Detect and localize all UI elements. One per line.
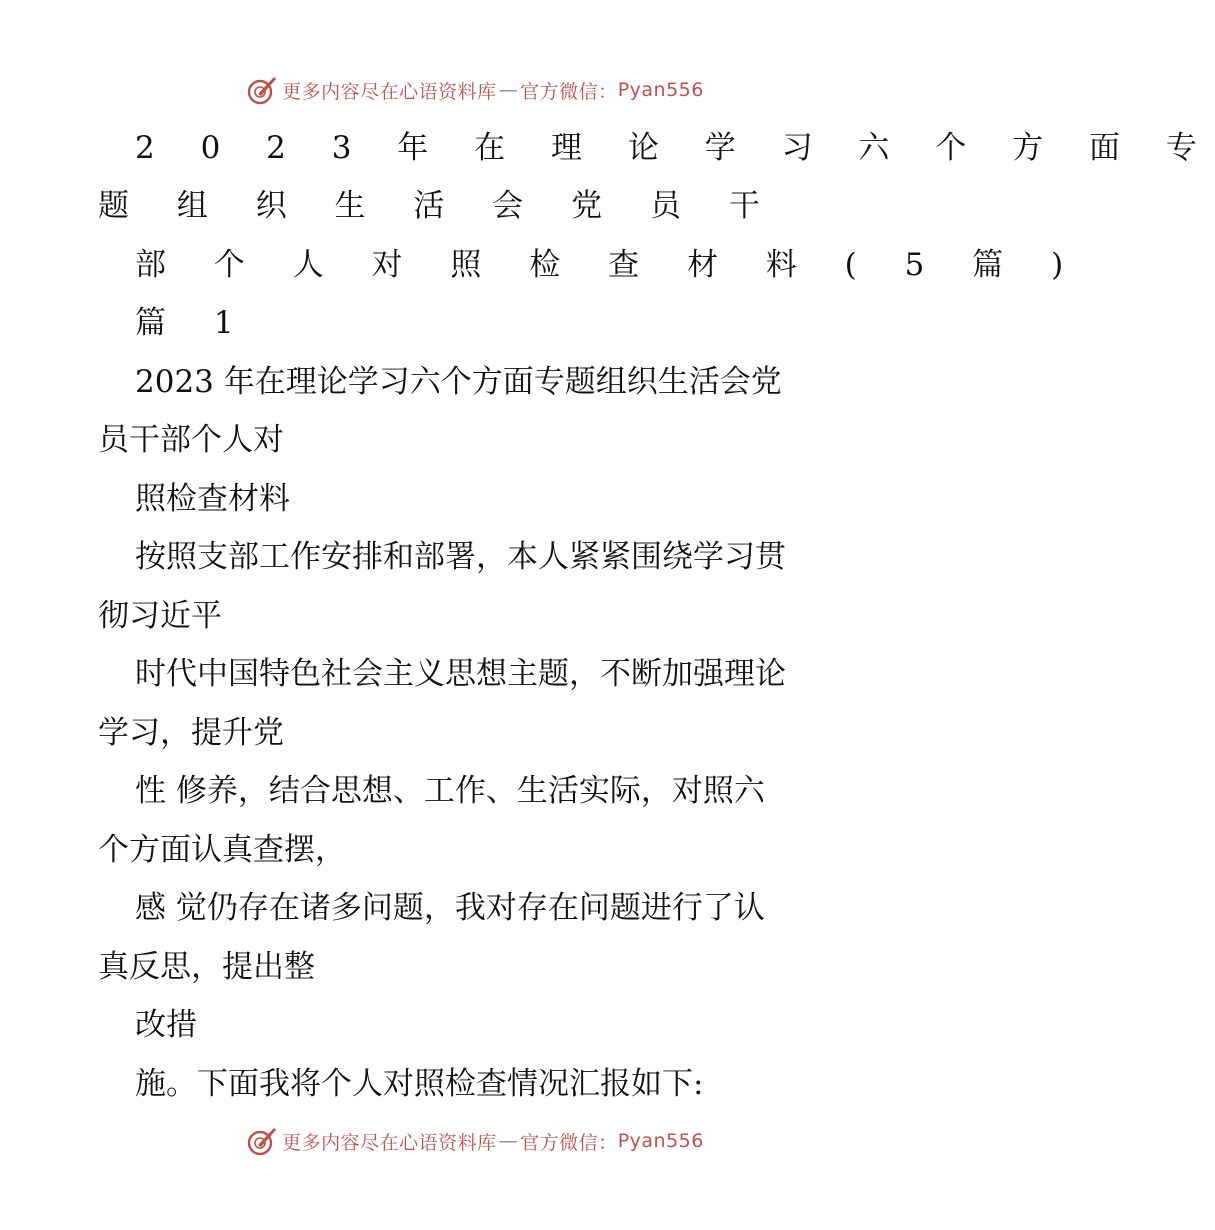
body-line: 照检查材料 — [135, 481, 290, 517]
section-label: 篇 1 — [135, 305, 253, 341]
body-line: 学习，提升党 — [98, 715, 284, 751]
body-line: 员干部个人对 — [98, 422, 284, 458]
body-line: 2023 年在理论学习六个方面专题组织生活会党 — [135, 364, 782, 400]
watermark-separator: — — [498, 79, 519, 101]
watermark-wechat-id: Pyan556 — [617, 79, 704, 101]
body-line: 彻习近平 — [98, 598, 222, 634]
quill-logo-icon — [246, 1125, 278, 1157]
footer-watermark — [0, 1121, 950, 1161]
header-watermark — [0, 70, 950, 110]
body-line: 性 修养，结合思想、工作、生活实际，对照六 — [135, 773, 765, 809]
watermark-wechat-label: 官方微信： — [520, 80, 618, 103]
body-line: 时代中国特色社会主义思想主题，不断加强理论 — [135, 656, 786, 692]
body-line: 真反思，提出整 — [98, 949, 315, 985]
quill-logo-icon — [246, 74, 278, 106]
title-line-3: 部 个 人 对 照 检 查 材 料 ( 5 篇 ) — [135, 247, 1083, 283]
title-line-2: 题 组 织 生 活 会 党 员 干 — [98, 188, 779, 224]
body-line: 感 觉仍存在诸多问题，我对存在问题进行了认 — [135, 890, 765, 926]
body-line: 按照支部工作安排和部署，本人紧紧围绕学习贯 — [135, 539, 786, 575]
watermark-text: 更多内容尽在心语资料库 — [282, 80, 497, 103]
title-line-1: 2 0 2 3 年 在 理 论 学 习 六 个 方 面 专 — [135, 130, 1215, 166]
watermark-separator: — — [498, 1130, 519, 1152]
body-line: 改措 — [135, 1007, 197, 1043]
watermark-wechat-id: Pyan556 — [617, 1130, 704, 1152]
watermark-text: 更多内容尽在心语资料库 — [282, 1131, 497, 1154]
body-line: 个方面认真查摆， — [98, 832, 346, 868]
watermark-wechat-label: 官方微信： — [520, 1131, 618, 1154]
body-line: 施。下面我将个人对照检查情况汇报如下: — [135, 1066, 704, 1102]
